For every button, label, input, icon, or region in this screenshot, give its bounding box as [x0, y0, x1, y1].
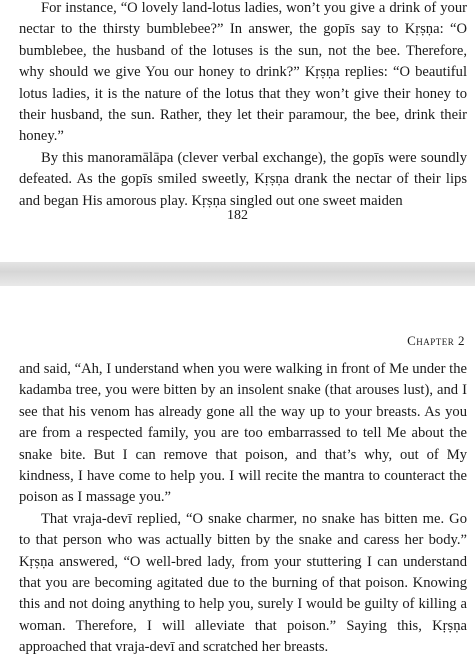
paragraph: That vraja-devī replied, “O snake charmer, no snake has bitten me. Go to that person who was actually bitten by the snake and caress her body.” Kṛṣṇa answered, “O well-bred lady, from your stuttering I can understand that you are becoming agitated due to the burning of that poison. Knowing this and not doing anything to help you, surely I would be guilty of killing a woman. Therefore, I will alleviate that poison.” Saying this, Kṛṣṇa approached that vraja-devī and scratched her breasts.: [19, 510, 467, 656]
bottom-page-body: [19, 359, 467, 659]
paragraph: and said, “Ah, I understand when you were walking in front of Me under the kadamba tree, you were bitten by an insolent snake (that arouses lust), and I see that his venom has already gone all the way up to your breasts. As you are from a respected family, you are too embarrassed to tell Me about the snake bite. But I can remove that poison, and that’s why, out of My kindness, I have come to help you. I will recite the mantra to counteract the poison as I massage you.”: [19, 361, 467, 506]
bottom-page: [0, 286, 475, 655]
page-number: 182: [227, 208, 248, 223]
top-page-body: [19, 0, 467, 212]
chapter-header: Chapter 2: [407, 333, 465, 348]
paragraph: For instance, “O lovely land-lotus ladies, won’t you give a drink of your nectar to the thirsty bumblebee?” In answer, the gopīs say to Kṛṣṇa: “O bumblebee, the husband of the lotuses is the sun, not the bee. Therefore, why should we give You our honey to drink?” Kṛṣṇa replies: “O beautiful lotus ladies, it is the nature of the lotus that they won’t give their honey to their husband, the sun. Rather, they let their paramour, the bee, drink their honey.”: [19, 0, 467, 145]
paragraph: By this manoramālāpa (clever verbal exchange), the gopīs were soundly defeated. As the gopīs smiled sweetly, Kṛṣṇa drank the nectar of their lips and began His amorous play. Kṛṣṇa singled out one sweet maiden: [19, 149, 467, 209]
page-separator: [0, 262, 475, 286]
top-page: [0, 0, 475, 262]
